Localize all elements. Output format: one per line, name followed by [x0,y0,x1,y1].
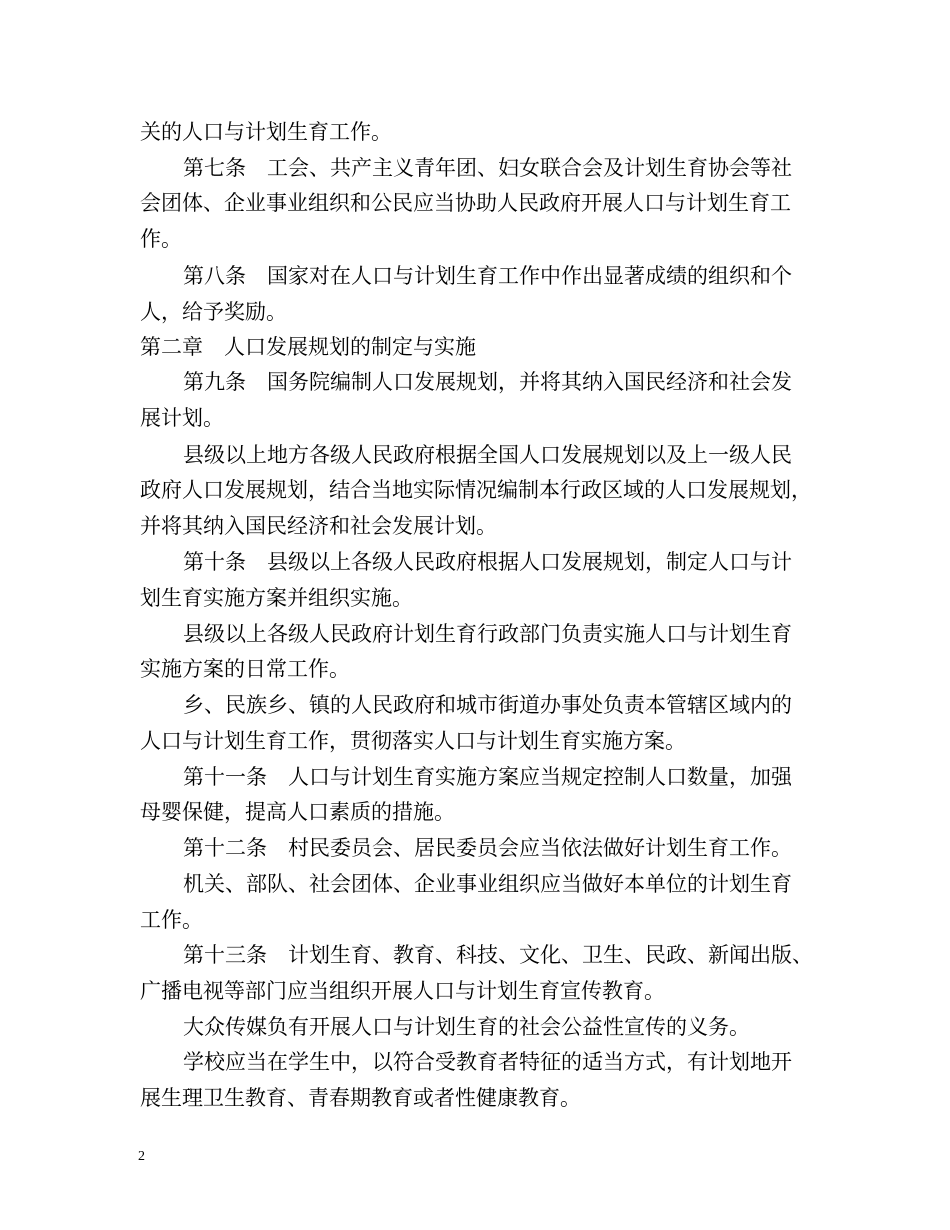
paragraph-line: 县级以上各级人民政府计划生育行政部门负责实施人口与计划生育 [183,622,792,646]
article-11-line: 第十一条 人口与计划生育实施方案应当规定控制人口数量，加强 [183,765,792,789]
text-line: 广播电视等部门应当组织开展人口与计划生育宣传教育。 [140,979,665,1003]
paragraph-line: 县级以上地方各级人民政府根据全国人口发展规划以及上一级人民 [183,443,792,467]
article-12-line: 第十二条 村民委员会、居民委员会应当依法做好计划生育工作。 [183,836,792,860]
text-line: 关的人口与计划生育工作。 [140,120,392,144]
text-line: 会团体、企业事业组织和公民应当协助人民政府开展人口与计划生育工 [140,191,791,215]
paragraph-line: 学校应当在学生中，以符合受教育者特征的适当方式，有计划地开 [183,1050,792,1074]
text-line: 政府人口发展规划，结合当地实际情况编制本行政区域的人口发展规划， [140,478,812,502]
article-8-line: 第八条 国家对在人口与计划生育工作中作出显著成绩的组织和个 [183,264,792,288]
paragraph-line: 乡、民族乡、镇的人民政府和城市街道办事处负责本管辖区域内的 [183,693,792,717]
text-line: 实施方案的日常工作。 [140,657,350,681]
text-line: 展计划。 [140,406,224,430]
paragraph-line: 机关、部队、社会团体、企业事业组织应当做好本单位的计划生育 [183,872,792,896]
text-line: 工作。 [140,908,203,932]
page-number: 2 [138,1149,145,1164]
text-line: 并将其纳入国民经济和社会发展计划。 [140,514,497,538]
text-line: 作。 [140,227,182,251]
article-10-line: 第十条 县级以上各级人民政府根据人口发展规划，制定人口与计 [183,550,792,574]
paragraph-line: 大众传媒负有开展人口与计划生育的社会公益性宣传的义务。 [183,1015,750,1039]
article-9-line: 第九条 国务院编制人口发展规划，并将其纳入国民经济和社会发 [183,370,792,394]
text-line: 人，给予奖励。 [140,300,287,324]
text-line: 展生理卫生教育、青春期教育或者性健康教育。 [140,1086,581,1110]
chapter-heading: 第二章 人口发展规划的制定与实施 [140,335,476,359]
text-line: 母婴保健，提高人口素质的措施。 [140,800,455,824]
article-13-line: 第十三条 计划生育、教育、科技、文化、卫生、民政、新闻出版、 [183,943,813,967]
article-7-line: 第七条 工会、共产主义青年团、妇女联合会及计划生育协会等社 [183,156,792,180]
text-line: 划生育实施方案并组织实施。 [140,586,413,610]
text-line: 人口与计划生育工作，贯彻落实人口与计划生育实施方案。 [140,729,686,753]
